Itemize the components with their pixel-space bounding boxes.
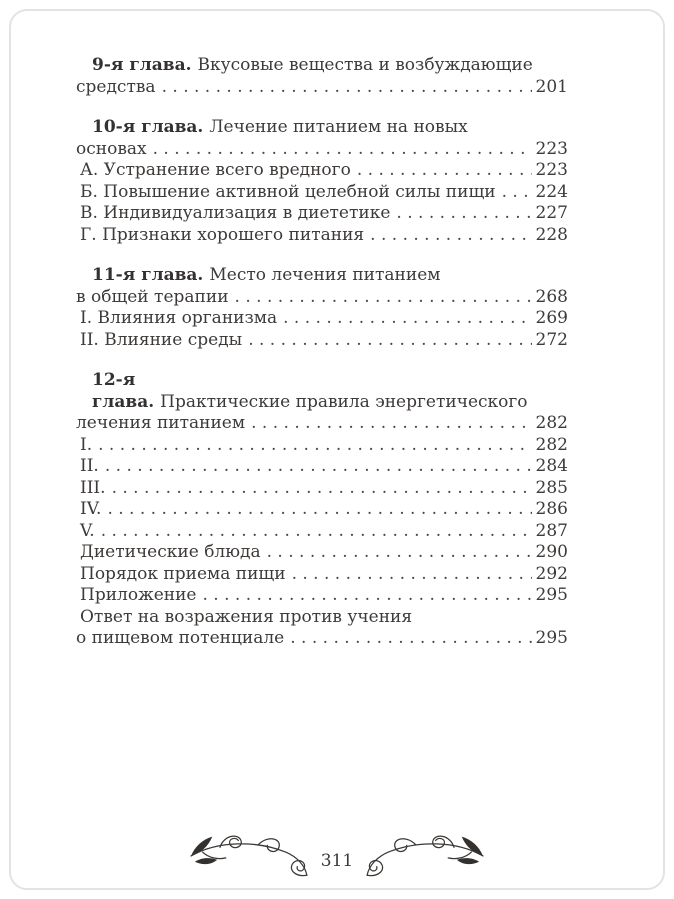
- toc-chapter-entry: [76, 55, 568, 98]
- toc-chapter-entry: [76, 265, 568, 308]
- toc-line: [76, 203, 568, 225]
- toc-line: [76, 478, 568, 500]
- dot-leader: [283, 308, 531, 330]
- toc-line: [76, 308, 568, 330]
- toc-page-number: 286: [535, 499, 568, 519]
- toc-entry-text: Приложение: [80, 585, 197, 605]
- toc-page-number: 285: [535, 477, 568, 498]
- toc-entry-text: средства: [76, 76, 156, 97]
- dot-leader: [101, 521, 532, 543]
- dot-leader: [267, 542, 532, 564]
- toc-line: [76, 585, 568, 607]
- toc-page-number: 224: [535, 181, 568, 202]
- toc-page-number: 223: [535, 160, 568, 180]
- toc-line: [76, 55, 568, 77]
- dot-leader: [153, 139, 532, 161]
- dot-leader: [162, 77, 532, 99]
- toc-entry-text: А. Устранение всего вредного: [80, 160, 351, 180]
- dot-leader: [235, 287, 532, 309]
- toc-sub-entry: [76, 225, 568, 247]
- toc-entry-text: I. Влияния организма: [80, 308, 278, 328]
- chapter-label: 9-я глава.: [92, 55, 192, 75]
- toc-sub-entry: [76, 564, 568, 586]
- toc-line: [76, 370, 568, 413]
- toc-sub-entry: [76, 182, 568, 204]
- toc-page-number: 290: [535, 542, 568, 562]
- toc-line: [76, 330, 568, 352]
- toc-line: [76, 499, 568, 521]
- toc-entry-text: II.: [80, 456, 99, 476]
- toc-sub-entry: [76, 499, 568, 521]
- toc-entry-text: Вкусовые вещества и возбуждающие: [197, 55, 533, 75]
- toc-sub-entry: [76, 456, 568, 478]
- toc-page-number: 282: [535, 434, 568, 455]
- chapter-label: 11-я глава.: [92, 265, 204, 285]
- toc-line: [76, 628, 568, 650]
- toc-line: [76, 521, 568, 543]
- toc-entry-text: IV.: [80, 499, 102, 519]
- toc-page-number: 228: [535, 224, 568, 245]
- flourish-right-icon: [363, 827, 489, 883]
- toc-chapter-entry: [76, 370, 568, 435]
- dot-leader: [251, 413, 531, 435]
- toc-sub-entry: [76, 203, 568, 225]
- dot-leader: [248, 330, 531, 352]
- flourish-left-icon: [185, 827, 311, 883]
- toc-entry-text: Диетические блюда: [80, 542, 261, 562]
- dot-leader: [107, 499, 531, 521]
- toc-line: [76, 265, 568, 287]
- toc-entry-text: V.: [80, 520, 95, 541]
- dot-leader: [105, 456, 532, 478]
- toc-page-number: 272: [535, 329, 568, 350]
- dot-leader: [98, 435, 531, 457]
- toc-line: [76, 117, 568, 139]
- toc-entry-text: Б. Повышение активной целебной силы пищи: [80, 181, 496, 202]
- toc-page-number: 268: [535, 286, 568, 307]
- toc-page-number: 287: [535, 520, 568, 541]
- toc-line: [76, 139, 568, 161]
- page-number: 311: [320, 851, 354, 871]
- toc-line: [76, 413, 568, 435]
- toc-line: [76, 542, 568, 564]
- toc-sub-entry: [76, 521, 568, 543]
- toc-page-number: 284: [535, 456, 568, 476]
- toc-page-number: 292: [535, 563, 568, 584]
- toc-sub-entry: [76, 160, 568, 182]
- page-footer: [0, 827, 674, 883]
- toc-line: [76, 182, 568, 204]
- toc-sub-entry: [76, 542, 568, 564]
- toc-entry-text: Практические правила энергетического: [160, 391, 528, 412]
- dot-leader: [292, 564, 532, 586]
- toc-entry-text: Порядок приема пищи: [80, 563, 286, 584]
- toc-entry-text: Лечение питанием на новых: [209, 117, 468, 137]
- toc-sub-entry: [76, 435, 568, 457]
- toc-entry-text: основах: [76, 138, 147, 159]
- toc-entry-text: лечения питанием: [76, 413, 246, 433]
- toc-page-number: 201: [535, 76, 568, 97]
- dot-leader: [502, 182, 532, 204]
- toc-sub-entry: [76, 607, 568, 650]
- toc-chapter-entry: [76, 117, 568, 160]
- toc-sub-entry: [76, 330, 568, 352]
- chapter-label: 12-я глава.: [92, 370, 155, 412]
- table-of-contents: [76, 55, 568, 650]
- toc-line: [76, 564, 568, 586]
- toc-line: [76, 456, 568, 478]
- dot-leader: [290, 628, 531, 650]
- chapter-label: 10-я глава.: [92, 117, 204, 137]
- toc-entry-text: I.: [80, 434, 93, 455]
- toc-line: [76, 160, 568, 182]
- toc-entry-text: III.: [80, 477, 106, 498]
- toc-page-number: 295: [535, 628, 568, 648]
- toc-page-number: 223: [535, 138, 568, 159]
- toc-page-number: 227: [535, 203, 568, 223]
- toc-page-number: 269: [535, 308, 568, 328]
- toc-entry-text: Место лечения питанием: [209, 265, 441, 285]
- toc-line: [76, 287, 568, 309]
- toc-entry-text: В. Индивидуализация в диететике: [80, 203, 391, 223]
- dot-leader: [370, 225, 531, 247]
- toc-line: [76, 607, 568, 629]
- toc-entry-text: о пищевом потенциале: [76, 628, 285, 648]
- toc-page-number: 282: [535, 413, 568, 433]
- dot-leader: [396, 203, 531, 225]
- toc-entry-text: Ответ на возражения против учения: [80, 606, 413, 627]
- dot-leader: [203, 585, 532, 607]
- toc-line: [76, 77, 568, 99]
- toc-entry-text: Г. Признаки хорошего питания: [80, 224, 365, 245]
- toc-line: [76, 435, 568, 457]
- toc-entry-text: в общей терапии: [76, 286, 229, 307]
- toc-sub-entry: [76, 585, 568, 607]
- toc-sub-entry: [76, 308, 568, 330]
- toc-entry-text: II. Влияние среды: [80, 329, 243, 350]
- toc-sub-entry: [76, 478, 568, 500]
- dot-leader: [112, 478, 532, 500]
- dot-leader: [357, 160, 532, 182]
- toc-line: [76, 225, 568, 247]
- toc-page-number: 295: [535, 585, 568, 605]
